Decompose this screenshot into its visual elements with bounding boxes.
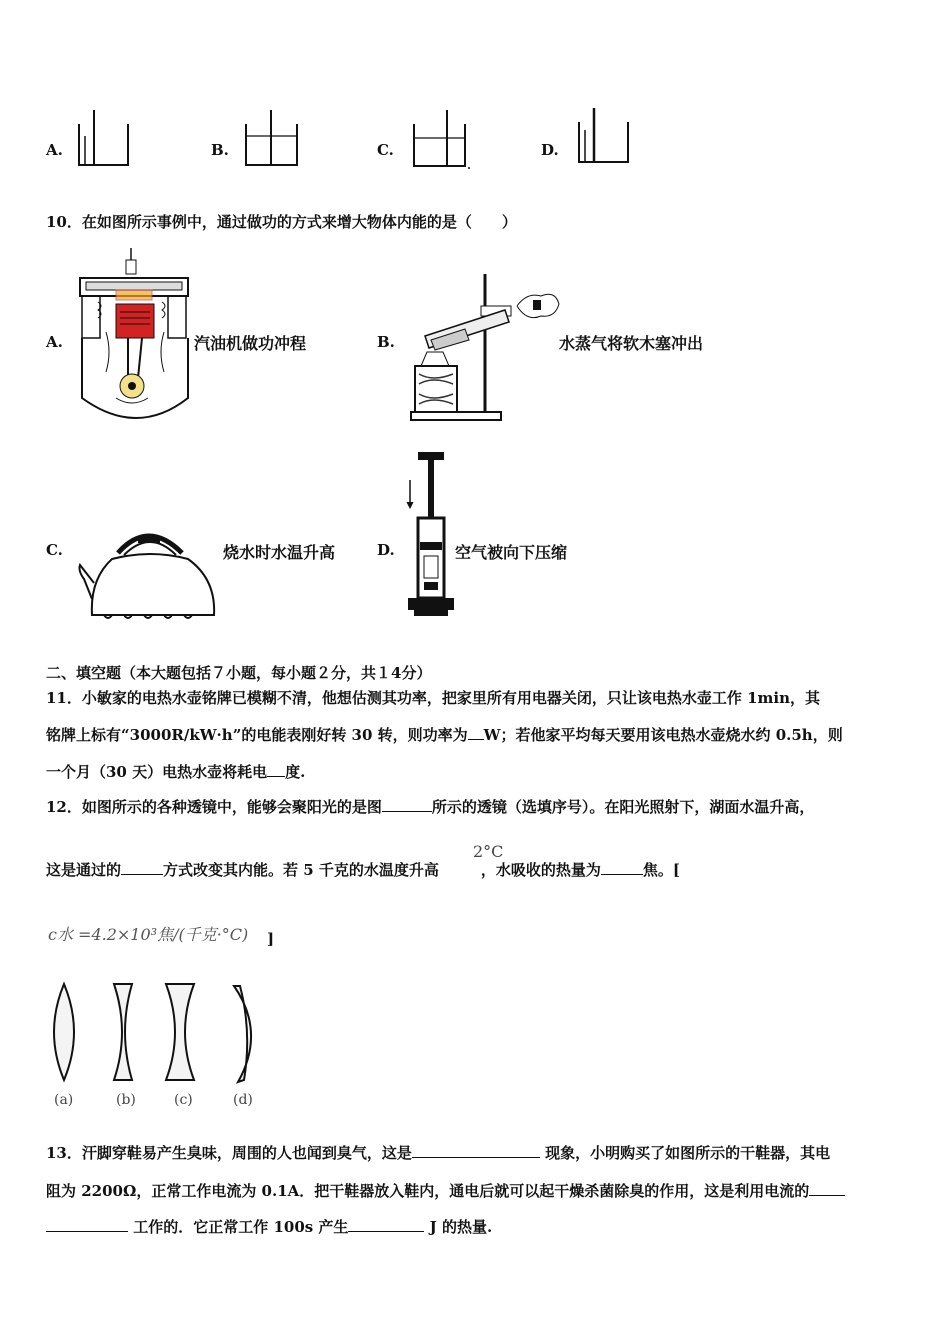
q13-line2 — [46, 1180, 845, 1201]
q10-option-c-caption: 烧水时水温升高 — [223, 543, 336, 562]
kettle-diagram — [78, 525, 224, 625]
q13-line3-part2: J 的热量. — [429, 1218, 493, 1236]
lens-a-label: (a) — [54, 1092, 74, 1108]
q10-option-a-label: A. — [46, 333, 63, 351]
q13-effect-blank-end[interactable] — [46, 1217, 128, 1232]
q11-line3 — [46, 761, 305, 782]
air-pump-diagram — [402, 450, 458, 625]
lens-c-label: (c) — [174, 1092, 193, 1108]
q12-line2-part2: 方式改变其内能。若 5 千克的水温度升高 — [163, 861, 439, 879]
q13-heat-blank[interactable] — [348, 1217, 424, 1232]
q9-option-b-label: B. — [211, 141, 229, 159]
q10-option-d-label: D. — [377, 541, 395, 559]
q11-energy-blank[interactable] — [267, 762, 285, 777]
q10-option-b-caption: 水蒸气将软木塞冲出 — [559, 334, 704, 353]
lens-b-meniscus-shape — [114, 984, 132, 1080]
lens-c-concave-shape — [166, 984, 194, 1080]
q13-effect-blank-start[interactable] — [809, 1181, 845, 1196]
lens-d-meniscus-shape — [234, 986, 251, 1082]
q12-formula-bracket: ] — [267, 930, 275, 948]
lens-d-label: (d) — [233, 1092, 253, 1108]
q10-stem: 10．在如图所示事例中，通过做功的方式来增大物体内能的是（ ） — [46, 213, 517, 231]
q11-line2 — [46, 724, 843, 745]
q13-line1 — [46, 1142, 830, 1163]
q12-line1-part2: 所示的透镜（选填序号）。在阳光照射下，湖面水温升高， — [431, 798, 815, 816]
lens-b-label: (b) — [116, 1092, 136, 1108]
q12-line2 — [46, 859, 680, 880]
lens-diagrams — [44, 980, 274, 1092]
q13-line3-part1: 工作的．它正常工作 100s 产生 — [133, 1218, 349, 1236]
q11-line2-part2: W；若他家平均每天要用该电热水壶烧水约 0.5h，则 — [483, 726, 843, 744]
q13-line2-part1: 阻为 2200Ω，正常工作电流为 0.1A．把干鞋器放入鞋内，通电后就可以起干燥杀菌除臭的作用，这是利用电流的 — [46, 1182, 810, 1200]
q13-line1-part1: 13．汗脚穿鞋易产生臭味，周围的人也闻到臭气，这是 — [46, 1144, 412, 1162]
q12-line2-part3: ，水吸收的热量为 — [480, 861, 601, 879]
q11-line3-part2: 度. — [285, 763, 306, 781]
q12-method-blank[interactable] — [121, 860, 163, 875]
q12-line1-part1: 12．如图所示的各种透镜中，能够会聚阳光的是图 — [46, 798, 382, 816]
q10-option-c-label: C. — [46, 541, 63, 559]
q13-line1-part2: 现象，小明购买了如图所示的干鞋器，其电 — [545, 1144, 831, 1162]
q10-option-d-caption: 空气被向下压缩 — [455, 543, 568, 562]
q11-power-blank[interactable] — [468, 725, 484, 740]
q9-option-c-beaker — [411, 108, 475, 172]
q13-line3 — [46, 1216, 492, 1237]
section2-heading: 二、填空题（本大题包括７小题，每小题２分，共１4分） — [46, 664, 432, 682]
q9-option-a-label: A. — [46, 141, 63, 159]
test-tube-stand-diagram — [405, 270, 560, 425]
q12-line2-part1: 这是通过的 — [46, 861, 122, 879]
q11-line3-part1: 一个月（30 天）电热水壶将耗电 — [46, 763, 268, 781]
q12-specific-heat-formula: c水 =4.2×10³焦/(千克·°C) — [48, 925, 249, 944]
q11-line2-part1: 铭牌上标有“3000R/kW·h”的电能表刚好转 30 转，则功率为 — [46, 726, 468, 744]
lens-a-convex-shape — [54, 984, 74, 1080]
engine-diagram — [76, 248, 194, 423]
q12-temperature: 2°C — [473, 842, 504, 861]
q9-option-b-beaker — [243, 108, 303, 170]
q10-option-a-caption: 汽油机做功冲程 — [194, 334, 307, 353]
q11-line1: 11．小敏家的电热水壶铭牌已模糊不清，他想估测其功率，把家里所有用电器关闭，只让该电热水壶工作 1min，其 — [46, 689, 821, 707]
q9-option-c-label: C. — [377, 141, 394, 159]
q9-option-d-beaker — [576, 106, 636, 168]
q12-line2-part4: 焦。[ — [642, 861, 681, 879]
q12-lens-blank[interactable] — [382, 797, 432, 812]
q12-line1 — [46, 796, 814, 817]
q10-option-b-label: B. — [377, 333, 395, 351]
q12-heat-blank[interactable] — [601, 860, 643, 875]
q9-option-d-label: D. — [541, 141, 559, 159]
q13-phenomenon-blank[interactable] — [412, 1143, 540, 1158]
q9-option-a-beaker — [76, 108, 136, 170]
